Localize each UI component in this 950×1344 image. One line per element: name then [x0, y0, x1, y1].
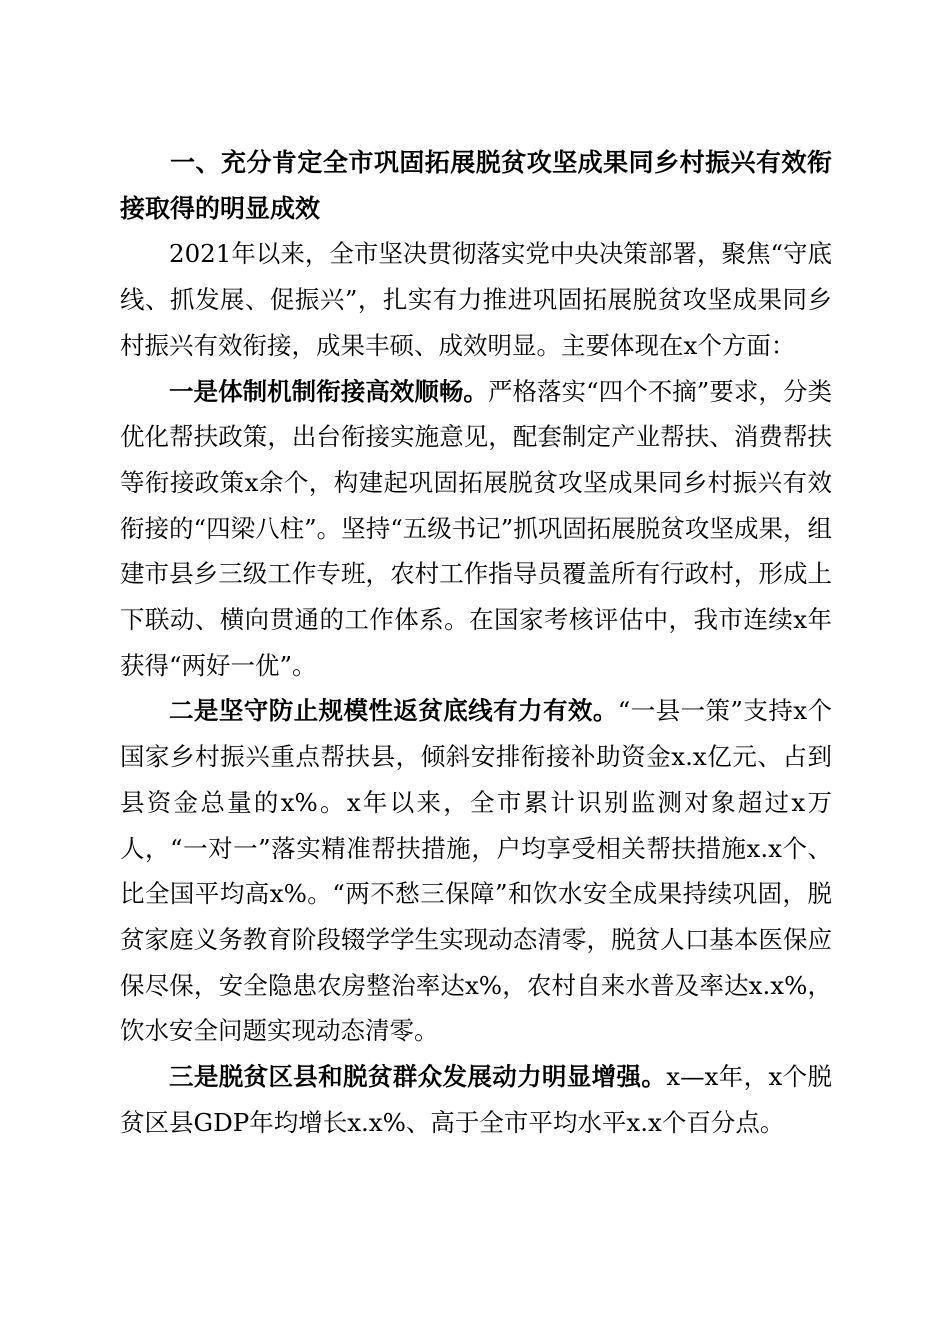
point-paragraph-3 [120, 1054, 832, 1145]
point-lead-3: 三是脱贫区县和脱贫群众发展动力明显增强。 [169, 1062, 667, 1092]
point-lead-2: 二是坚守防止规模性返贫底线有力有效。 [169, 696, 618, 726]
point-body-3: x—x年，x个脱贫区县GDP年均增长x.x%、高于全市平均水平x.x个百分点。 [120, 1062, 833, 1137]
point-paragraph-1 [120, 369, 832, 689]
point-lead-1: 一是体制机制衔接高效顺畅。 [169, 376, 488, 406]
point-body-1: 严格落实“四个不摘”要求，分类优化帮扶政策，出台衔接实施意见，配套制定产业帮扶、消费帮扶等衔接政策x余个，构建起巩固拓展脱贫攻坚成果同乡村振兴有效衔接的“四梁八柱”。坚持“五级书记”抓巩固拓展脱贫攻坚成果，组建市县乡三级工作专班，农村工作指导员覆盖所有行政村，形成上下联动、横向贯通的工作体系。在国家考核评估中，我市连续x年获得“两好一优”。 [120, 376, 832, 680]
point-paragraph-2 [120, 688, 832, 1054]
section-heading: 一、充分肯定全市巩固拓展脱贫攻坚成果同乡村振兴有效衔接取得的明显成效 [120, 148, 832, 223]
intro-paragraph: 2021年以来，全市坚决贯彻落实党中央决策部署，聚焦“守底线、抓发展、促振兴”，扎实有力推进巩固拓展脱贫攻坚成果同乡村振兴有效衔接，成果丰硕、成效明显。主要体现在x个方面： [120, 239, 832, 360]
document-page [120, 140, 832, 1145]
point-body-2: “一县一策”支持x个国家乡村振兴重点帮扶县，倾斜安排衔接补助资金x.x亿元、占到县资金总量的x%。x年以来，全市累计识别监测对象超过x万人，“一对一”落实精准帮扶措施，户均享受相关帮扶措施x.x个、比全国平均高x%。“两不愁三保障”和饮水安全成果持续巩固，脱贫家庭义务教育阶段辍学学生实现动态清零，脱贫人口基本医保应保尽保，安全隐患农房整治率达x%，农村自来水普及率达x.x%，饮水安全问题实现动态清零。 [120, 696, 832, 1046]
